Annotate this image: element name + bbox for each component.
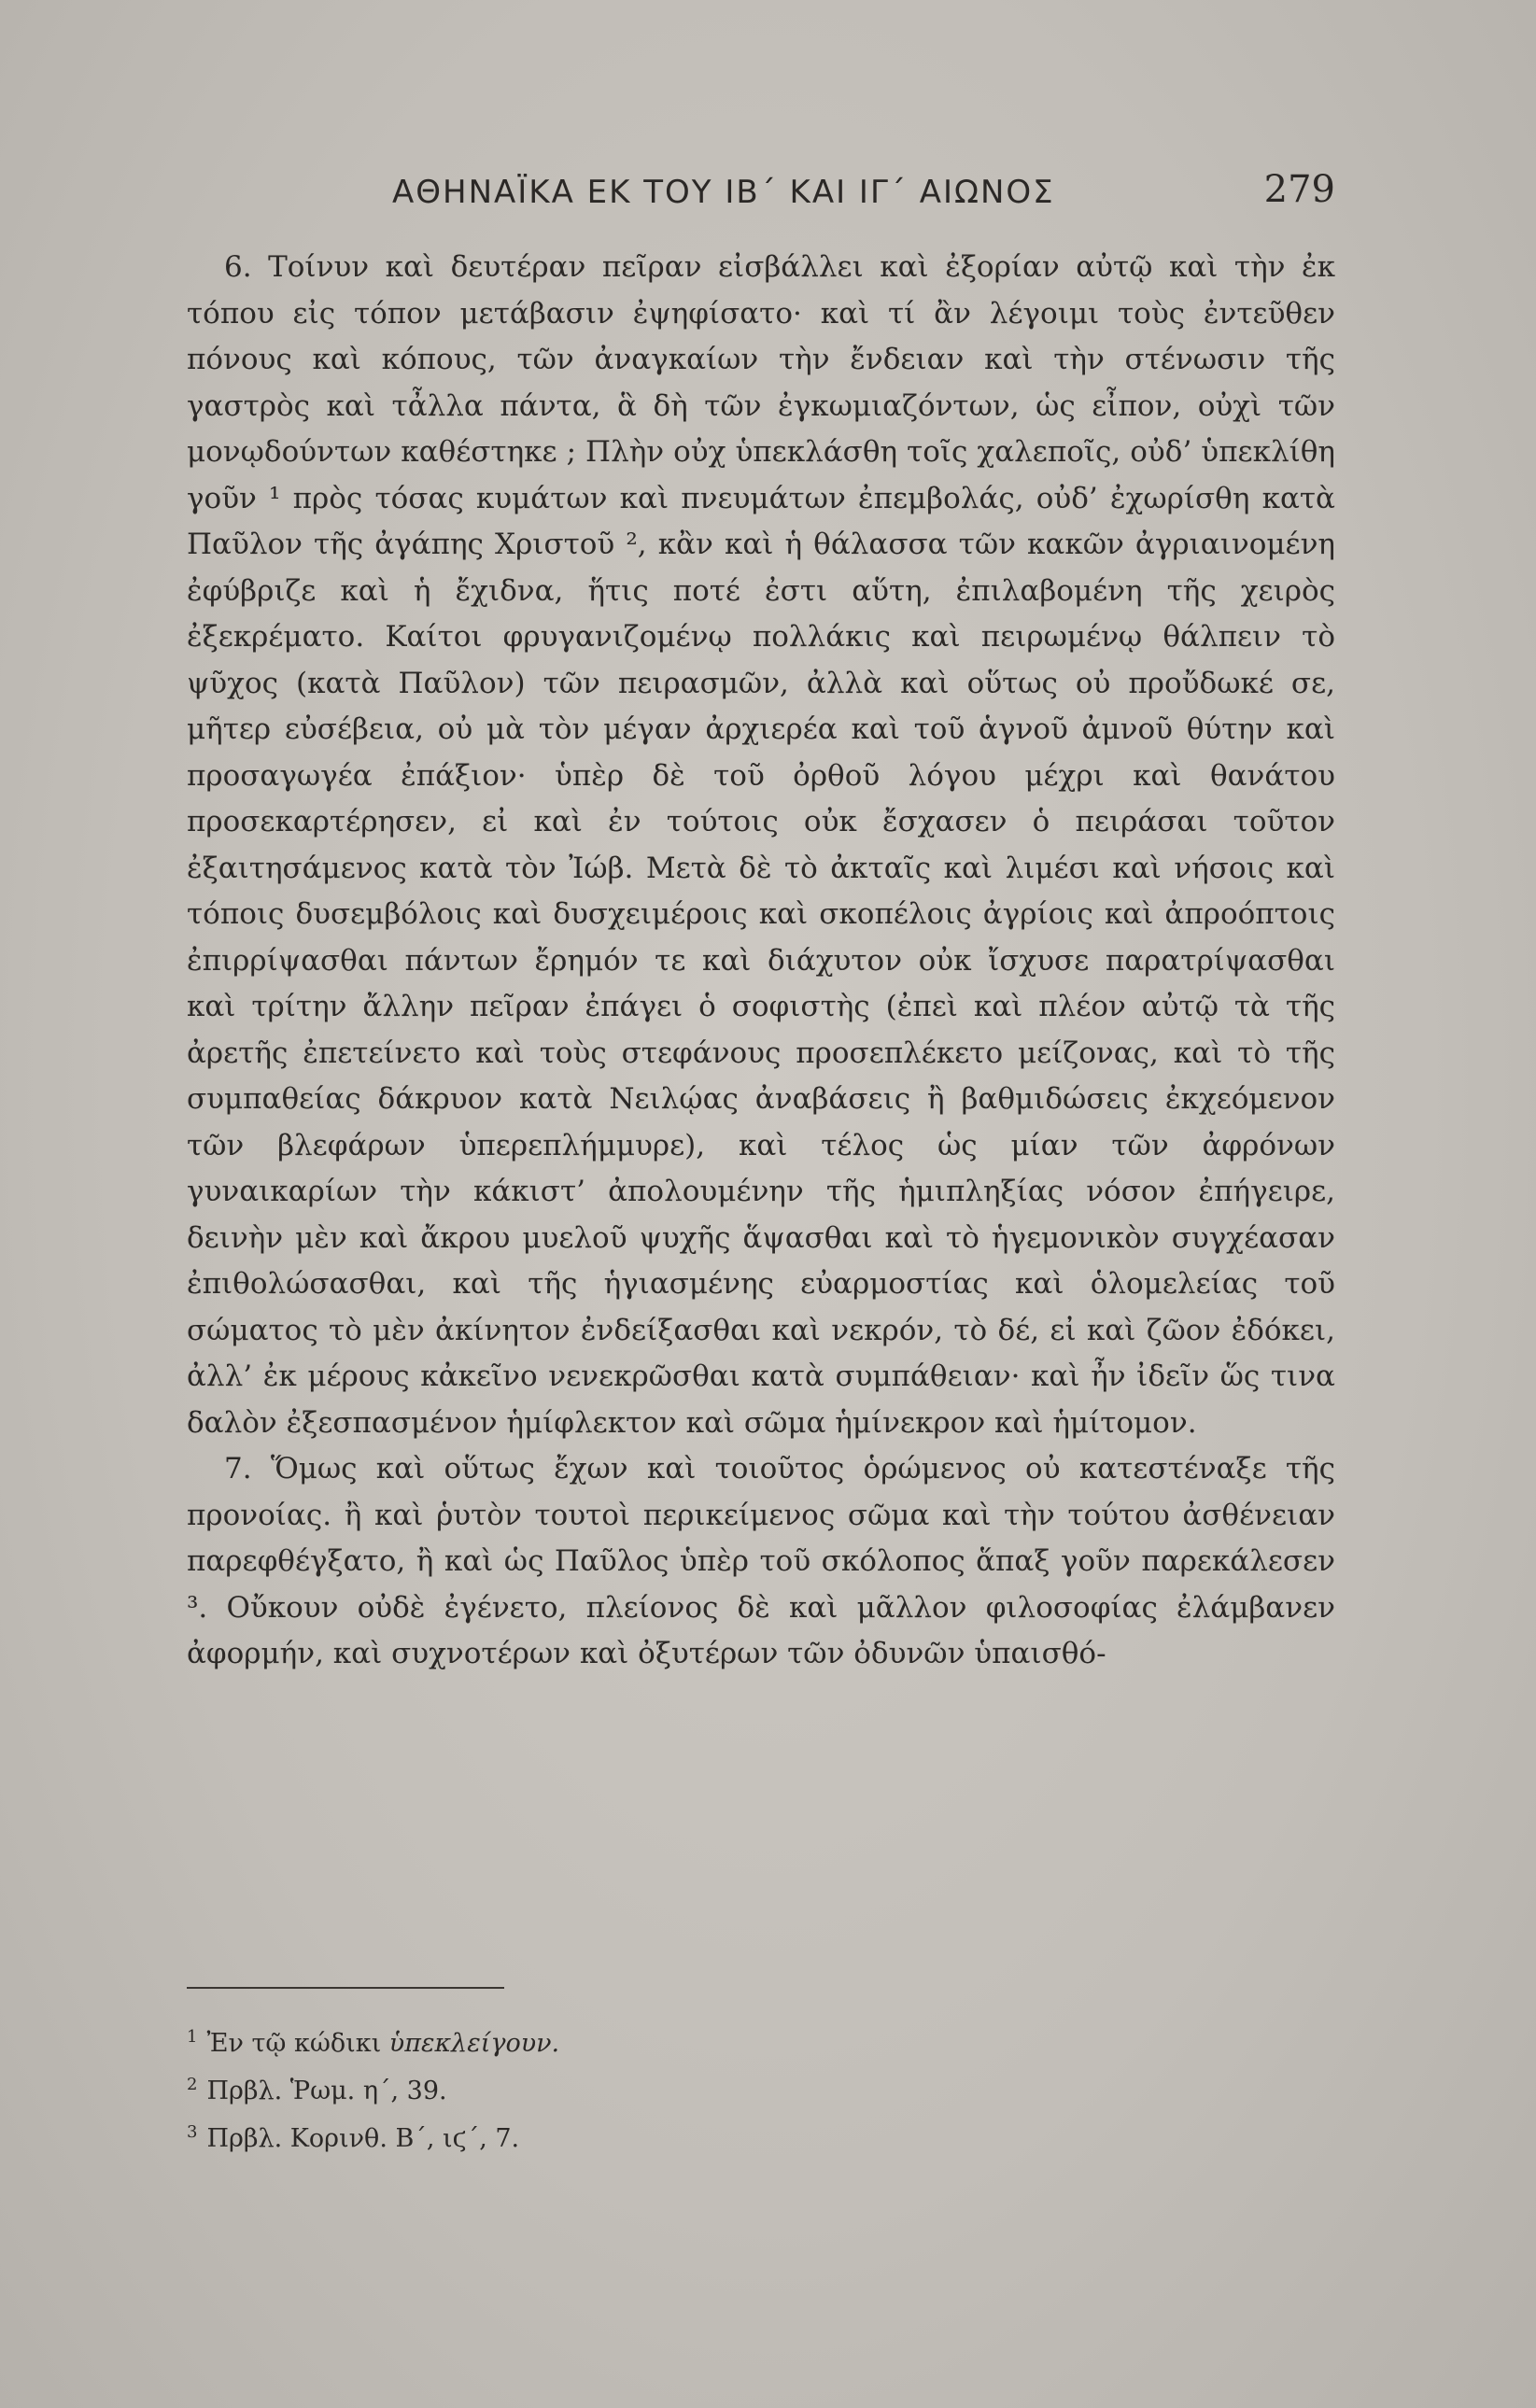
footnote-1 (187, 2017, 934, 2064)
footnote-text: Πρβλ. Ῥωμ. η΄, 39. (206, 2077, 447, 2105)
footnote-2 (187, 2064, 934, 2112)
footnote-3 (187, 2112, 934, 2160)
footnote-mark: 3 (187, 2122, 198, 2142)
running-title: ΑΘΗΝΑΪΚΑ ΕΚ ΤΟΥ ΙΒ΄ ΚΑΙ ΙΓ΄ ΑΙΩΝΟΣ (392, 174, 1055, 211)
footnote-rule (187, 1987, 504, 1989)
footnote-text: Ἐν τῷ κώδικι (206, 2029, 389, 2058)
footnote-italic-text: ὑπεκλείγουν. (388, 2029, 560, 2058)
footnote-text: Πρβλ. Κορινθ. Β΄, ιϛ΄, 7. (206, 2124, 520, 2153)
body-text (187, 245, 1335, 1678)
paragraph-6: 6. Τοίνυν καὶ δευτέραν πεῖραν εἰσβάλλει καὶ ἐξορίαν αὐτῷ καὶ τὴν ἐκ τόπου εἰς τόπον μετάβασιν ἐψηφίσατο· καὶ τί ἂν λέγοιμι τοὺς ἐντεῦθεν πόνους καὶ κόπους, τῶν ἀναγκαίων τὴν ἔνδειαν καὶ τὴν στένωσιν τῆς γαστρὸς καὶ τἆλλα πάντα, ἃ δὴ τῶν ἐγκωμιαζόντων, ὡς εἶπον, οὐχὶ τῶν μονῳδούντων καθέστηκε ; Πλὴν οὐχ ὑπεκλάσθη τοῖς χαλεποῖς, οὐδ’ ὑπεκλίθη γοῦν ¹ πρὸς τόσας κυμάτων καὶ πνευμάτων ἐπεμβολάς, οὐδ’ ἐχωρίσθη κατὰ Παῦλον τῆς ἀγάπης Χριστοῦ ², κἂν καὶ ἡ θάλασσα τῶν κακῶν ἀγριαινομένη ἐφύβριζε καὶ ἡ ἔχιδνα, ἥτις ποτέ ἐστι αὕτη, ἐπιλαβομένη τῆς χειρὸς ἐξεκρέματο. Καίτοι φρυγανιζομένῳ πολλάκις καὶ πειρωμένῳ θάλπειν τὸ ψῦχος (κατὰ Παῦλον) τῶν πειρασμῶν, ἀλλὰ καὶ οὕτως οὐ προὔδωκέ σε, μῆτερ εὐσέβεια, οὐ μὰ τὸν μέγαν ἀρχιερέα καὶ τοῦ ἁγνοῦ ἀμνοῦ θύτην καὶ προσαγωγέα ἐπάξιον· ὑπὲρ δὲ τοῦ ὀρθοῦ λόγου μέχρι καὶ θανάτου προσεκαρτέρησεν, εἰ καὶ ἐν τούτοις οὐκ ἔσχασεν ὁ πειράσαι τοῦτον ἐξαιτησάμενος κατὰ τὸν Ἰώβ. Μετὰ δὲ τὸ ἀκταῖς καὶ λιμέσι καὶ νήσοις καὶ τόποις δυσεμβόλοις καὶ δυσχειμέροις καὶ σκοπέλοις ἀγρίοις καὶ ἀπροόπτοις ἐπιρρίψασθαι πάντων ἔρημόν τε καὶ διάχυτον οὐκ ἴσχυσε παρατρίψασθαι καὶ τρίτην ἄλλην πεῖραν ἐπάγει ὁ σοφιστὴς (ἐπεὶ καὶ πλέον αὐτῷ τὰ τῆς ἀρετῆς ἐπετείνετο καὶ τοὺς στεφάνους προσεπλέκετο μείζονας, καὶ τὸ τῆς συμπαθείας δάκρυον κατὰ Νειλῴας ἀναβάσεις ἢ βαθμιδώσεις ἐκχεόμενον τῶν βλεφάρων ὑπερεπλήμμυρε), καὶ τέλος ὡς μίαν τῶν ἀφρόνων γυναικαρίων τὴν κάκιστ’ ἀπολουμένην τῆς ἡμιπληξίας νόσον ἐπήγειρε, δεινὴν μὲν καὶ ἄκρου μυελοῦ ψυχῆς ἅψασθαι καὶ τὸ ἡγεμονικὸν συγχέασαν ἐπιθολώσασθαι, καὶ τῆς ἡγιασμένης εὐαρμοστίας καὶ ὁλομελείας τοῦ σώματος τὸ μὲν ἀκίνητον ἐνδείξασθαι καὶ νεκρόν, τὸ δέ, εἰ καὶ ζῶον ἐδόκει, ἀλλ’ ἐκ μέρους κἀκεῖνο νενεκρῶσθαι κατὰ συμπάθειαν· καὶ ἦν ἰδεῖν ὥς τινα δαλὸν ἐξεσπασμένον ἡμίφλεκτον καὶ σῶμα ἡμίνεκρον καὶ ἡμίτομον. (187, 250, 1335, 1440)
footnote-mark: 1 (187, 2027, 198, 2047)
page-number: 279 (1263, 168, 1335, 211)
footnote-mark: 2 (187, 2075, 198, 2094)
footnotes (187, 2017, 934, 2160)
page-header (187, 168, 1335, 224)
paragraph-7: 7. Ὅμως καὶ οὕτως ἔχων καὶ τοιοῦτος ὁρώμενος οὐ κατεστέναξε τῆς προνοίας. ἢ καὶ ῥυτὸν τουτοὶ περικείμενος σῶμα καὶ τὴν τούτου ἀσθένειαν παρεφθέγξατο, ἢ καὶ ὡς Παῦλος ὑπὲρ τοῦ σκόλοπος ἅπαξ γοῦν παρεκάλεσεν ³. Οὔκουν οὐδὲ ἐγένετο, πλείονος δὲ καὶ μᾶλλον φιλοσοφίας ἐλάμβανεν ἀφορμήν, καὶ συχνοτέρων καὶ ὀξυτέρων τῶν ὀδυνῶν ὑπαισθό- (187, 1452, 1335, 1670)
